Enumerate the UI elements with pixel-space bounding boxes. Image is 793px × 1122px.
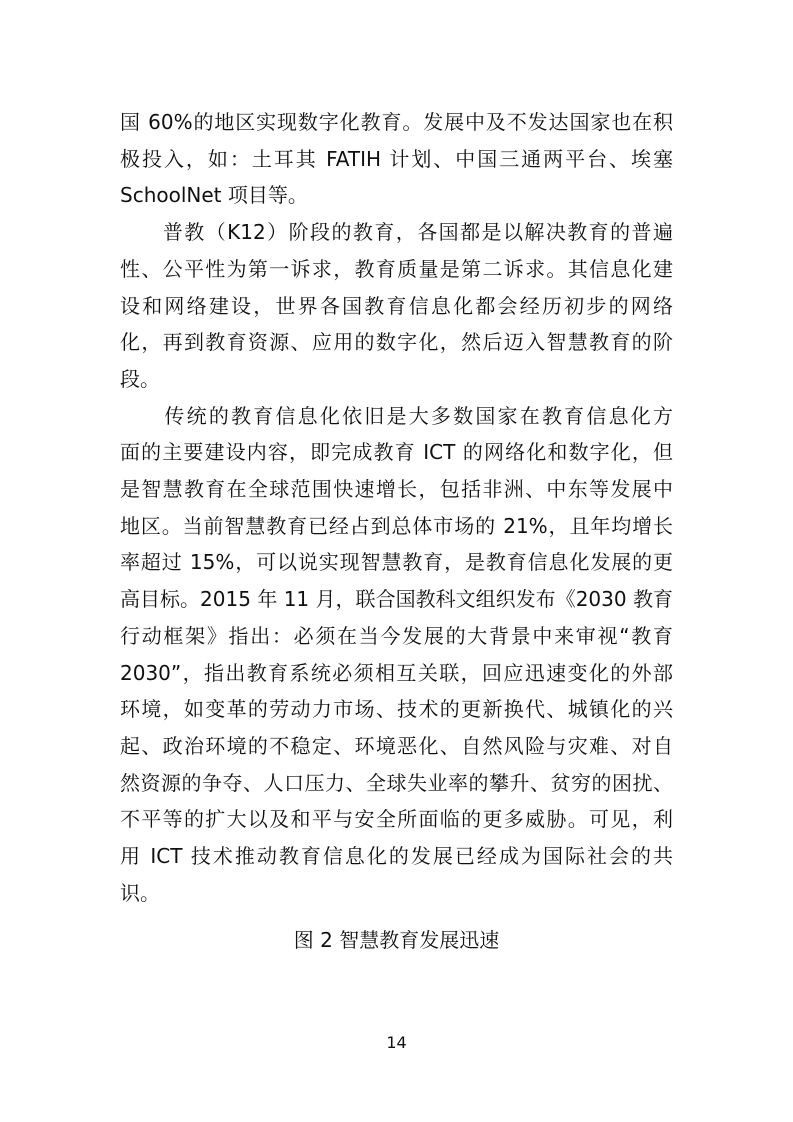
text-line: 不平等的扩大以及和平与安全所面临的更多威胁。可见，利 xyxy=(120,807,673,832)
text-line: 面的主要建设内容，即完成教育 ICT 的网络化和数字化，但 xyxy=(120,440,673,465)
text-line: 地区。当前智慧教育已经占到总体市场的 21%，且年均增长 xyxy=(120,513,673,538)
text-line: 然资源的争夺、人口压力、全球失业率的攀升、贫穷的困扰、 xyxy=(120,770,673,795)
text-line: 普教（K12）阶段的教育，各国都是以解决教育的普遍 xyxy=(120,220,673,245)
text-line: 识。 xyxy=(120,880,160,905)
text-line: 行动框架》指出：必须在当今发展的大背景中来审视“教育 xyxy=(120,623,673,648)
figure-caption: 图 2 智慧教育发展迅速 xyxy=(293,928,500,952)
text-line: 率超过 15%，可以说实现智慧教育，是教育信息化发展的更 xyxy=(120,550,673,575)
text-line: 是智慧教育在全球范围快速增长，包括非洲、中东等发展中 xyxy=(120,477,673,501)
text-line: SchoolNet 项目等。 xyxy=(120,183,308,208)
text-line: 用 ICT 技术推动教育信息化的发展已经成为国际社会的共 xyxy=(120,844,673,868)
text-line: 2030”，指出教育系统必须相互关联，回应迅速变化的外部 xyxy=(120,660,673,685)
text-line: 国 60%的地区实现数字化教育。发展中及不发达国家也在积 xyxy=(120,110,673,134)
text-line: 化，再到教育资源、应用的数字化，然后迈入智慧教育的阶 xyxy=(120,330,673,355)
text-line: 极投入，如：土耳其 FATIH 计划、中国三通两平台、埃塞 xyxy=(120,146,673,171)
text-line: 性、公平性为第一诉求，教育质量是第二诉求。其信息化建 xyxy=(120,256,673,281)
text-line: 传统的教育信息化依旧是大多数国家在教育信息化方 xyxy=(120,403,673,428)
text-line: 设和网络建设，世界各国教育信息化都会经历初步的网络 xyxy=(120,293,673,318)
text-line: 环境，如变革的劳动力市场、技术的更新换代、城镇化的兴 xyxy=(120,697,673,722)
text-line: 高目标。2015 年 11 月，联合国教科文组织发布《2030 教育 xyxy=(120,587,673,612)
page-number: 14 xyxy=(386,1033,407,1052)
text-line: 段。 xyxy=(120,366,160,391)
text-line: 起、政治环境的不稳定、环境恶化、自然风险与灾难、对自 xyxy=(120,733,673,758)
